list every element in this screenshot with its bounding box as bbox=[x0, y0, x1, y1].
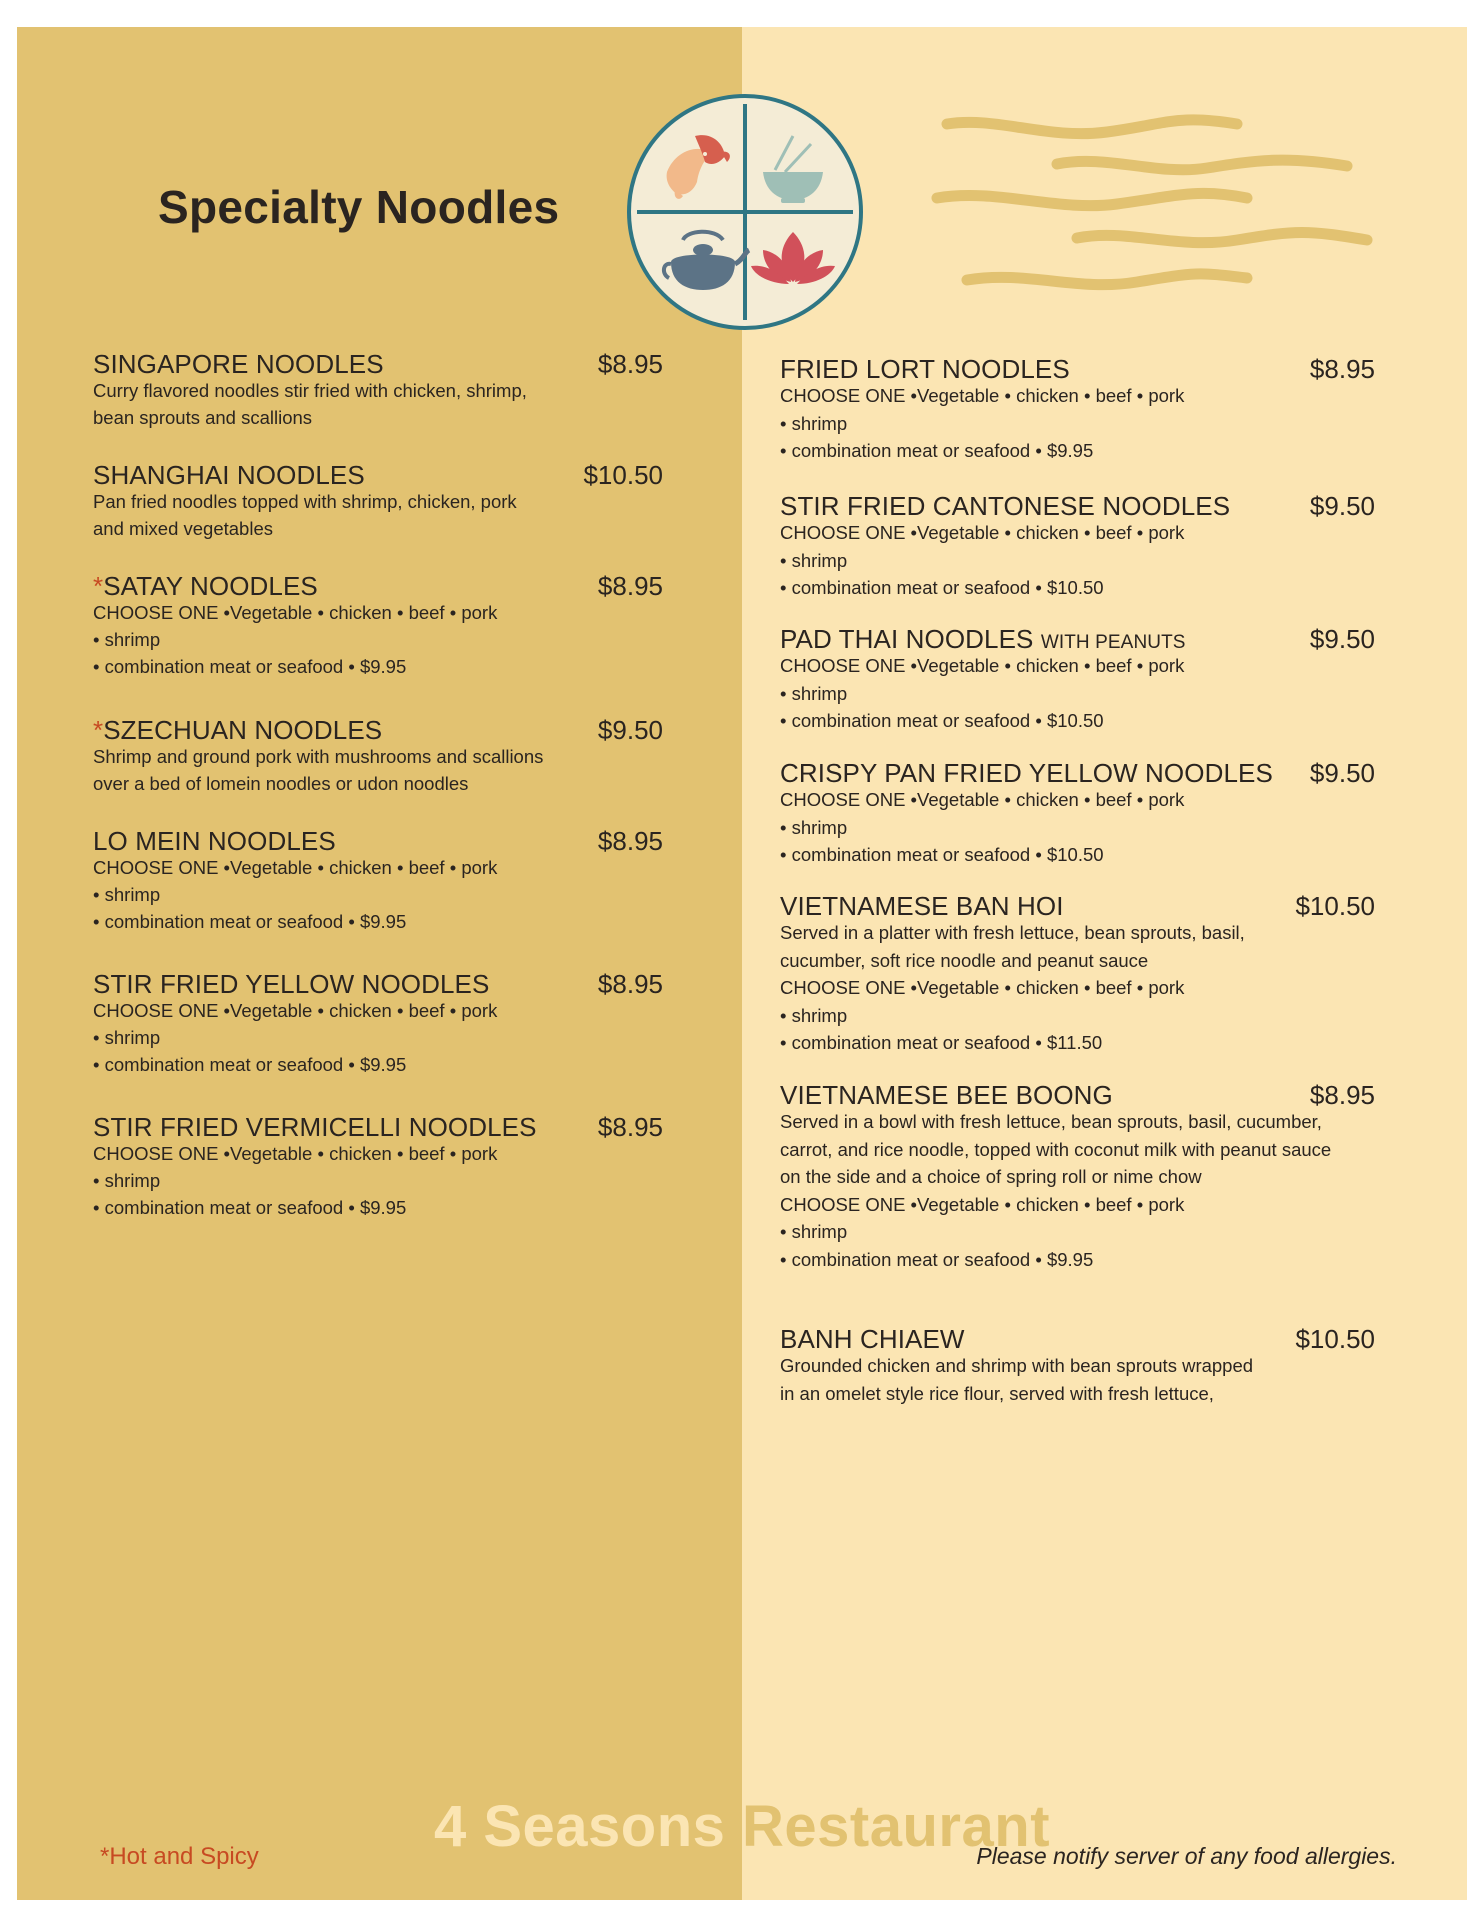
menu-item-description-line: • shrimp bbox=[780, 549, 848, 571]
menu-item-suffix: WITH PEANUTS bbox=[1040, 632, 1186, 653]
menu-item-description-line: • combination meat or seafood • $9.95 bbox=[93, 1197, 407, 1218]
menu-item-price: $8.95 bbox=[597, 969, 663, 999]
menu-item-description-line: • shrimp bbox=[93, 1027, 161, 1048]
menu-item-description-line: CHOOSE ONE •Vegetable • chicken • beef • pork bbox=[780, 655, 1185, 676]
menu-item-price: $10.50 bbox=[583, 460, 663, 490]
hot-spicy-marker: * bbox=[93, 715, 104, 745]
menu-item bbox=[780, 1080, 1375, 1270]
menu-item-price: $8.95 bbox=[597, 571, 663, 601]
menu-item-description-line: • shrimp bbox=[780, 1004, 848, 1026]
menu-item-description-line: • shrimp bbox=[93, 884, 161, 905]
menu-item-title: STIR FRIED YELLOW NOODLES bbox=[93, 969, 490, 999]
menu-item-title: PAD THAI NOODLES bbox=[780, 624, 1034, 654]
menu-item-description-line: and mixed vegetables bbox=[93, 518, 273, 539]
menu-item-description-line: • combination meat or seafood • $9.95 bbox=[93, 656, 407, 677]
allergy-note: Please notify server of any food allergies. bbox=[976, 1843, 1397, 1869]
menu-item-title: SATAY NOODLES bbox=[103, 571, 318, 601]
menu-item-description-line: Pan fried noodles topped with shrimp, chicken, pork bbox=[93, 491, 517, 512]
menu-item-title: VIETNAMESE BAN HOI bbox=[780, 891, 1064, 921]
menu-item-description-line: CHOOSE ONE •Vegetable • chicken • beef • pork bbox=[93, 1000, 498, 1021]
menu-item-title: SZECHUAN NOODLES bbox=[103, 715, 383, 745]
menu-item-description-line: CHOOSE ONE •Vegetable • chicken • beef • pork bbox=[780, 385, 1185, 406]
menu-item-price: $8.95 bbox=[597, 826, 663, 856]
menu-item-name bbox=[93, 969, 489, 1000]
menu-item-name bbox=[780, 1324, 965, 1355]
menu-item-description-line: Curry flavored noodles stir fried with chicken, shrimp, bbox=[93, 380, 527, 401]
menu-item-title: SHANGHAI NOODLES bbox=[93, 460, 365, 490]
menu-item-description-line: CHOOSE ONE •Vegetable • chicken • beef • pork bbox=[780, 977, 1185, 998]
hot-spicy-note: *Hot and Spicy bbox=[100, 1843, 259, 1870]
menu-item-price: $8.95 bbox=[1309, 1080, 1375, 1110]
menu-item-description-line: • shrimp bbox=[93, 629, 161, 650]
menu-item bbox=[780, 491, 1375, 598]
menu-item-description-line: on the side and a choice of spring roll or nime chow bbox=[780, 1166, 1202, 1187]
menu-item-title: LO MEIN NOODLES bbox=[93, 826, 336, 856]
menu-item-price: $10.50 bbox=[1295, 1324, 1375, 1354]
menu-item-name bbox=[780, 1080, 1113, 1111]
menu-item-name bbox=[93, 460, 365, 491]
decorative-waves bbox=[907, 112, 1387, 312]
page-title: Specialty Noodles bbox=[158, 181, 560, 233]
menu-item-name bbox=[93, 1112, 537, 1143]
menu-item-description-line: • shrimp bbox=[93, 1170, 161, 1191]
menu-item-description-line: in an omelet style rice flour, served with fresh lettuce, bbox=[780, 1382, 1214, 1404]
menu-item-price: $9.50 bbox=[597, 715, 663, 745]
menu-item-title: BANH CHIAEW bbox=[780, 1324, 965, 1354]
menu-item-description-line: • combination meat or seafood • $9.95 bbox=[780, 440, 1094, 461]
menu-item-description-line: Served in a platter with fresh lettuce, bean sprouts, basil, bbox=[780, 922, 1245, 943]
menu-item-description-line: CHOOSE ONE •Vegetable • chicken • beef • pork bbox=[780, 522, 1185, 543]
menu-item-name bbox=[93, 826, 336, 857]
menu-item bbox=[93, 1112, 663, 1218]
menu-item-title: SINGAPORE NOODLES bbox=[93, 349, 384, 379]
menu-item-description-line: cucumber, soft rice noodle and peanut sauce bbox=[780, 949, 1149, 971]
menu-item-title: CRISPY PAN FRIED YELLOW NOODLES bbox=[780, 758, 1273, 788]
menu-item bbox=[780, 354, 1375, 461]
menu-item bbox=[93, 826, 663, 932]
menu-item-description-line: CHOOSE ONE •Vegetable • chicken • beef • pork bbox=[780, 789, 1185, 810]
menu-item-description-line: • combination meat or seafood • $10.50 bbox=[780, 577, 1104, 598]
menu-item bbox=[780, 891, 1375, 1053]
menu-item-description-line: • shrimp bbox=[780, 1221, 848, 1242]
menu-page bbox=[17, 27, 1467, 1900]
menu-item-description-line: Grounded chicken and shrimp with bean sprouts wrapped bbox=[780, 1355, 1254, 1376]
menu-item bbox=[93, 715, 663, 794]
hot-spicy-marker: * bbox=[93, 571, 104, 601]
menu-item-description-line: carrot, and rice noodle, topped with coconut milk with peanut sauce bbox=[780, 1138, 1332, 1160]
menu-item-description-line: • combination meat or seafood • $10.50 bbox=[780, 844, 1104, 865]
menu-item-description-line: • shrimp bbox=[780, 816, 848, 838]
menu-item-description-line: over a bed of lomein noodles or udon noodles bbox=[93, 773, 469, 794]
menu-item-title: FRIED LORT NOODLES bbox=[780, 354, 1070, 384]
menu-item-description-line: • combination meat or seafood • $10.50 bbox=[780, 710, 1104, 731]
menu-item-price: $8.95 bbox=[1309, 354, 1375, 384]
menu-item-description-line: • shrimp bbox=[780, 682, 848, 704]
menu-item-name bbox=[780, 891, 1064, 922]
menu-item-description-line: • combination meat or seafood • $11.50 bbox=[780, 1032, 1103, 1053]
menu-item-description-line: Served in a bowl with fresh lettuce, bean sprouts, basil, cucumber, bbox=[780, 1111, 1322, 1132]
menu-item-description-line: • combination meat or seafood • $9.95 bbox=[93, 1054, 407, 1075]
menu-item-title: STIR FRIED VERMICELLI NOODLES bbox=[93, 1112, 537, 1142]
menu-item-price: $8.95 bbox=[597, 349, 663, 379]
menu-item-description-line: • shrimp bbox=[780, 412, 848, 434]
menu-item-price: $9.50 bbox=[1309, 624, 1375, 654]
menu-item bbox=[780, 1324, 1375, 1404]
menu-item-description-line: CHOOSE ONE •Vegetable • chicken • beef • pork bbox=[93, 857, 498, 878]
restaurant-name-part2: Restaurant bbox=[725, 1794, 1051, 1859]
menu-item-name bbox=[93, 715, 382, 746]
menu-item bbox=[93, 349, 663, 428]
menu-item-description-line: CHOOSE ONE •Vegetable • chicken • beef • pork bbox=[93, 602, 498, 623]
menu-item bbox=[780, 758, 1375, 865]
menu-item-description-line: Shrimp and ground pork with mushrooms and scallions bbox=[93, 746, 544, 767]
menu-item-name bbox=[780, 624, 1186, 655]
menu-item bbox=[93, 571, 663, 677]
menu-item-price: $10.50 bbox=[1295, 891, 1375, 921]
menu-item bbox=[93, 969, 663, 1075]
menu-item-description-line: • combination meat or seafood • $9.95 bbox=[93, 911, 407, 932]
menu-item-description-line: CHOOSE ONE •Vegetable • chicken • beef • pork bbox=[780, 1193, 1185, 1215]
menu-item-description-line: CHOOSE ONE •Vegetable • chicken • beef • pork bbox=[93, 1143, 498, 1164]
menu-item-price: $9.50 bbox=[1309, 758, 1375, 788]
menu-item bbox=[93, 460, 663, 539]
restaurant-name-part1: 4 Seasons bbox=[433, 1794, 726, 1859]
four-seasons-emblem bbox=[625, 92, 865, 332]
menu-item-price: $8.95 bbox=[597, 1112, 663, 1142]
menu-item-name bbox=[780, 758, 1273, 789]
menu-item-name bbox=[780, 354, 1070, 385]
menu-item-name bbox=[93, 349, 384, 380]
menu-item-title: VIETNAMESE BEE BOONG bbox=[780, 1080, 1113, 1110]
menu-item-name bbox=[93, 571, 318, 602]
menu-item bbox=[780, 624, 1375, 731]
menu-item-description-line: • combination meat or seafood • $9.95 bbox=[780, 1248, 1094, 1270]
menu-item-title: STIR FRIED CANTONESE NOODLES bbox=[780, 491, 1231, 521]
menu-item-description-line: bean sprouts and scallions bbox=[93, 407, 313, 428]
menu-item-name bbox=[780, 491, 1230, 522]
menu-item-price: $9.50 bbox=[1309, 491, 1375, 521]
